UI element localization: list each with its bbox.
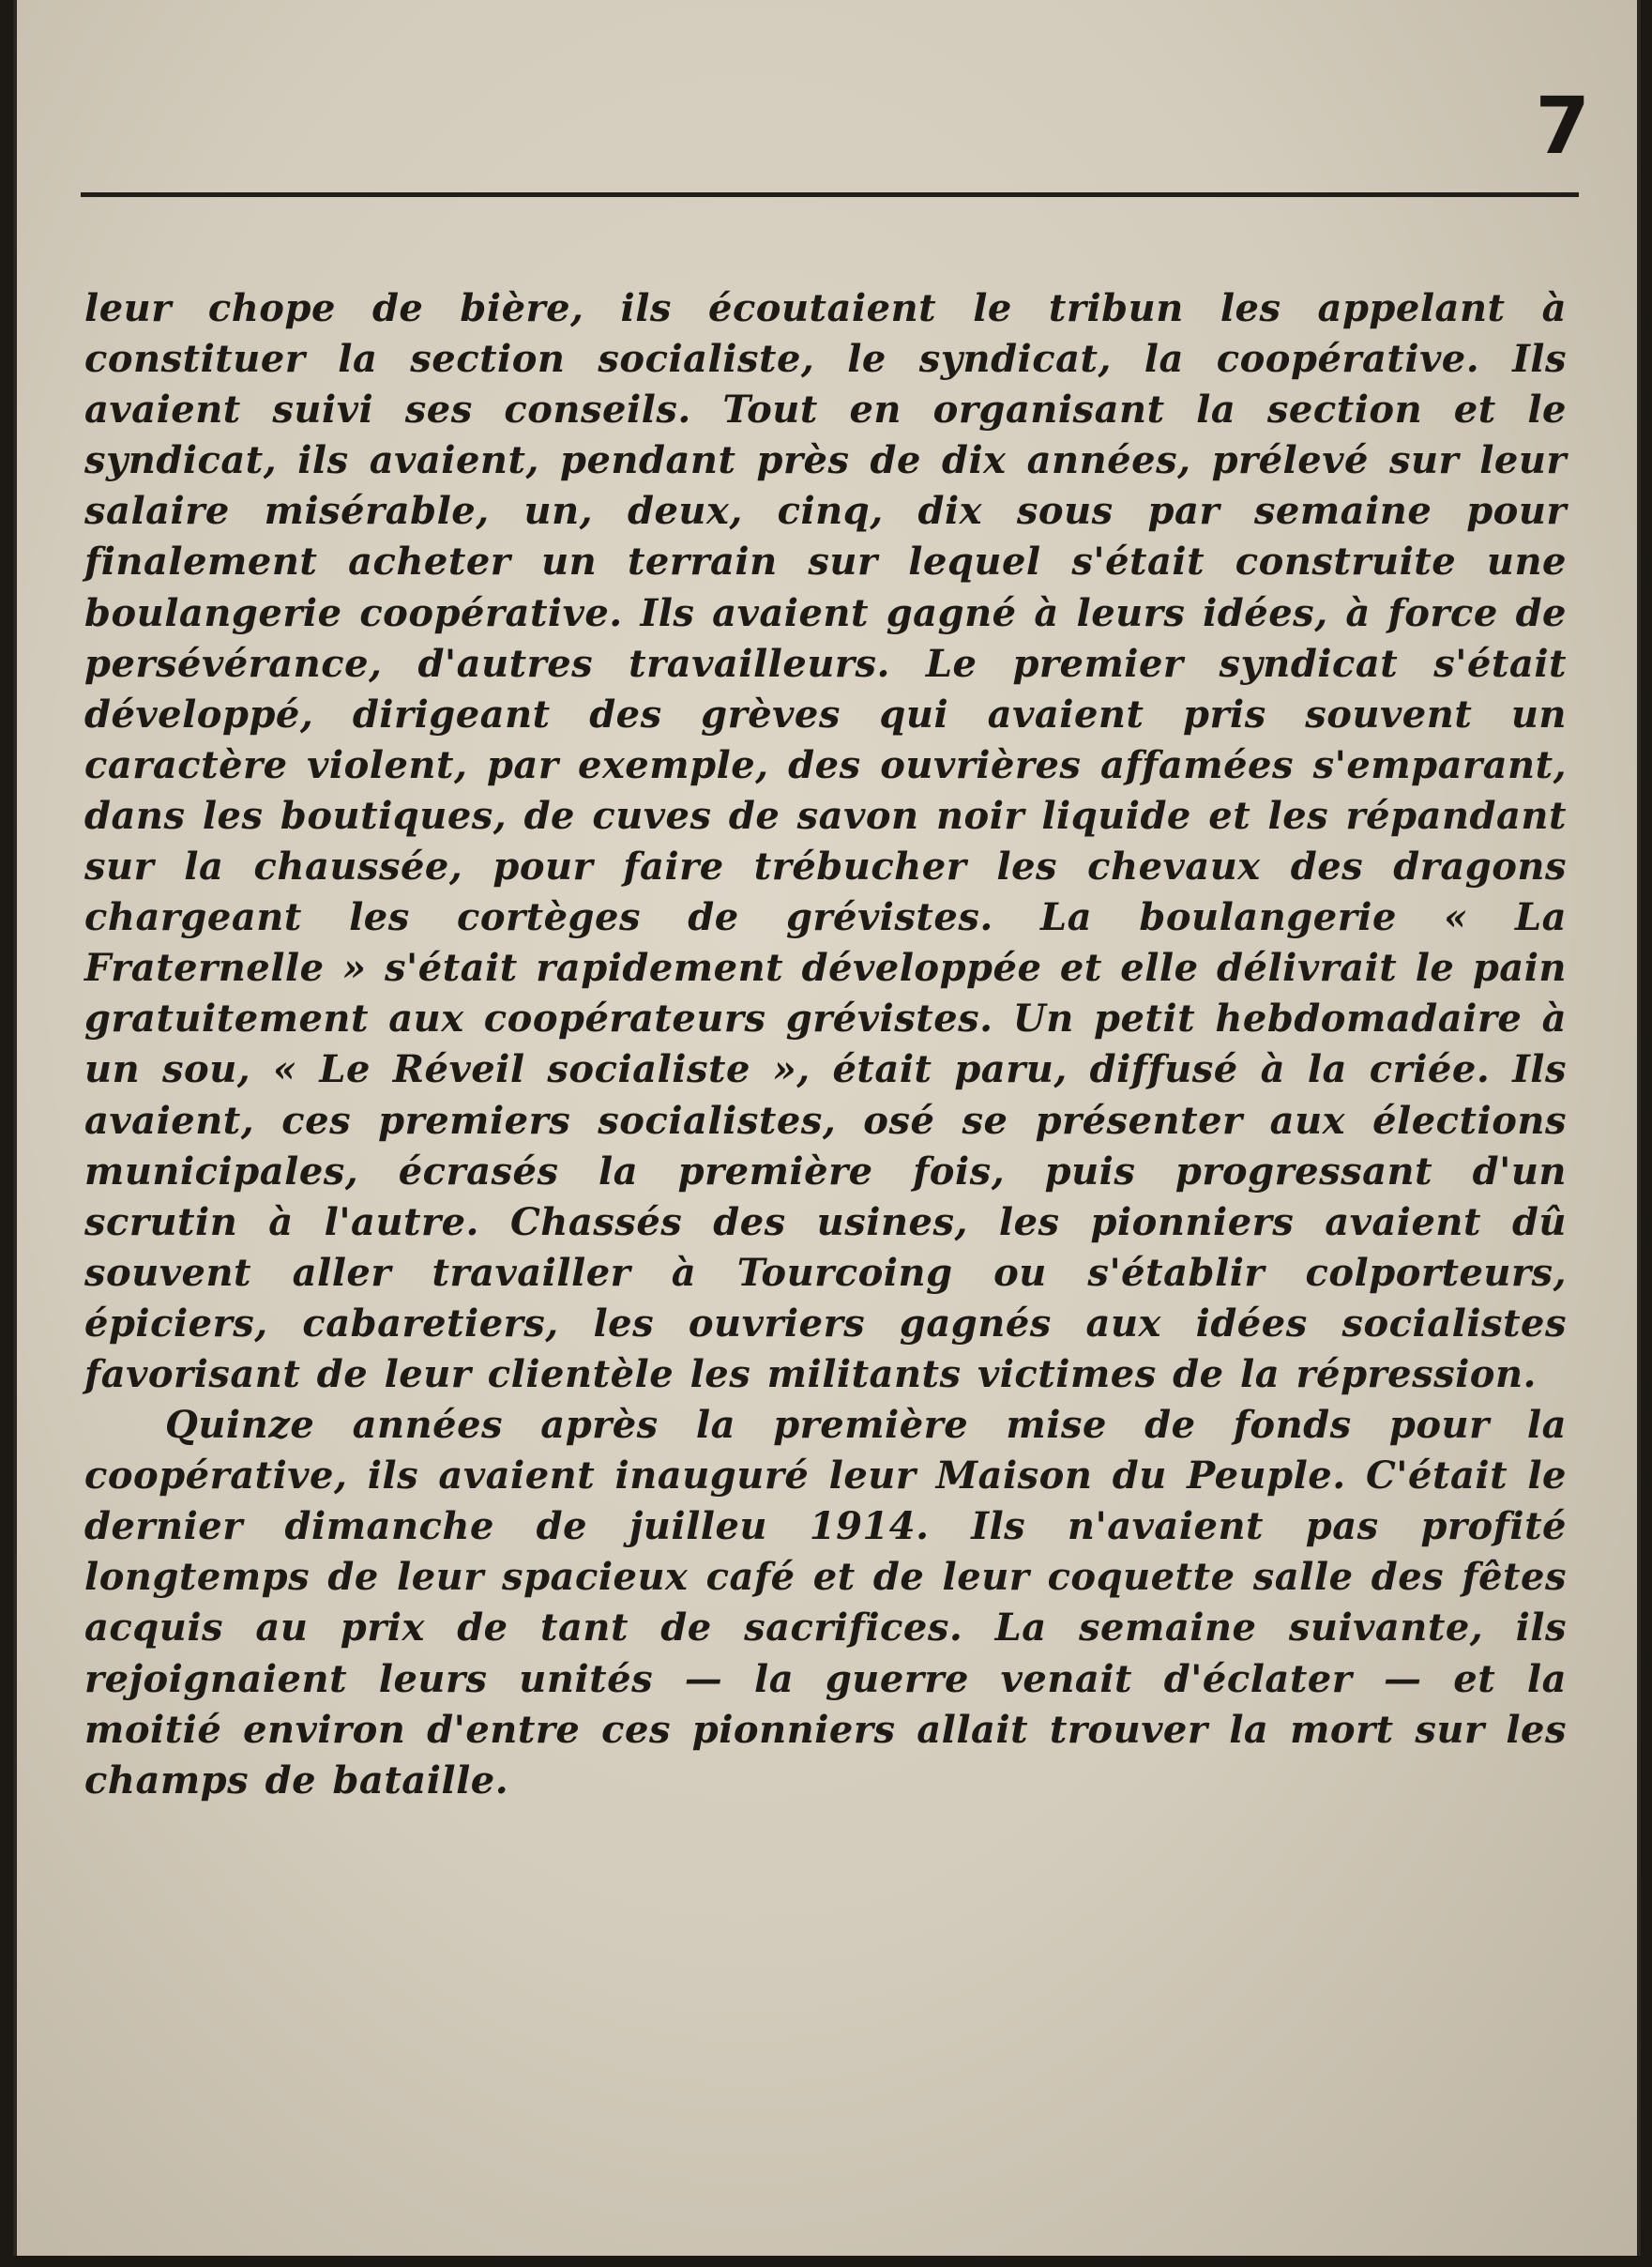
paragraph-2: Quinze années après la première mise de fonds pour la coopérative, ils avaient inauguré leur Maison du Peuple. C'était le dernier dimanche de juilleu 1914. Ils n'avaient pas profité longtemps de leur spacieux café et de leur coquette salle des fêtes acquis au prix de tant de sacrifices. La semaine suivante, ils rejoignaient leurs unités — la guerre venait d'éclater — et la moitié environ d'entre ces pionniers allait trouver la mort sur les champs de bataille. [84, 1403, 1567, 1803]
page-number: 7 [1535, 80, 1590, 172]
body-text [84, 283, 1567, 1806]
paragraph-1: leur chope de bière, ils écoutaient le tribun les appelant à constituer la section socialiste, le syndicat, la coopérative. Ils avaient suivi ses conseils. Tout en organisant la section et le syndicat, ils avaient, pendant près de dix années, prélevé sur leur salaire misérable, un, deux, cinq, dix sous par semaine pour finalement acheter un terrain sur lequel s'était construite une boulangerie coopérative. Ils avaient gagné à leurs idées, à force de persévérance, d'autres travailleurs. Le premier syndicat s'était développé, dirigeant des grèves qui avaient pris souvent un caractère violent, par exemple, des ouvrières affamées s'emparant, dans les boutiques, de cuves de savon noir liquide et les répandant sur la chaussée, pour faire trébucher les chevaux des dragons chargeant les cortèges de grévistes. La boulangerie « La Fraternelle » s'était rapidement développée et elle délivrait le pain gratuitement aux coopérateurs grévistes. Un petit hebdomadaire à un sou, « Le Réveil socialiste », était paru, diffusé à la criée. Ils avaient, ces premiers socialistes, osé se présenter aux élections municipales, écrasés la première fois, puis progressant d'un scrutin à l'autre. Chassés des usines, les pionniers avaient dû souvent aller travailler à Tourcoing ou s'établir colporteurs, épiciers, cabaretiers, les ouvriers gagnés aux idées socialistes favorisant de leur clientèle les militants victimes de la répression. [84, 286, 1567, 1396]
book-page [13, 0, 1641, 2256]
header-rule [81, 192, 1579, 197]
